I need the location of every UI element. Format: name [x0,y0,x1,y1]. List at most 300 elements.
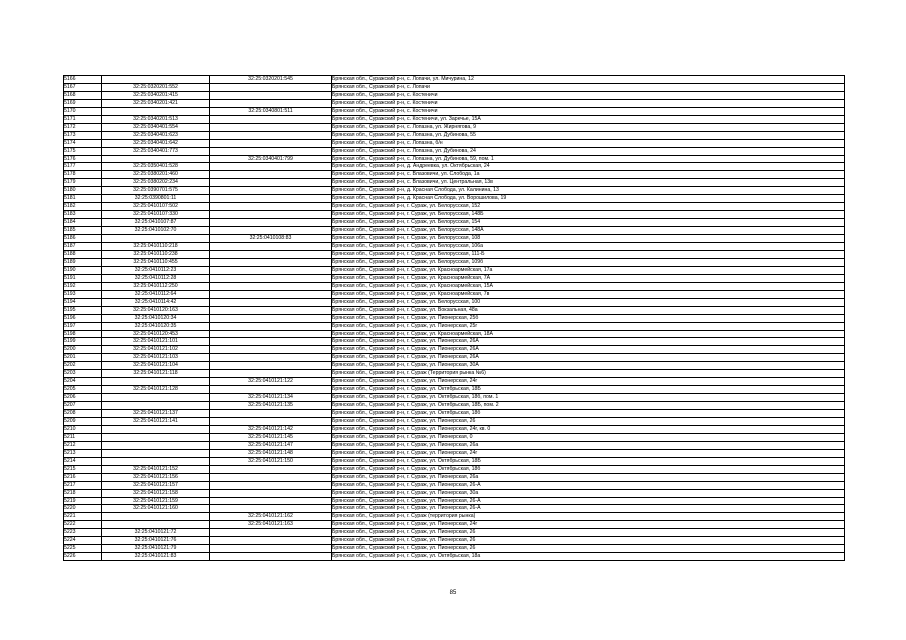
row-number-cell: 5170 [64,107,102,115]
address-cell: Брянская обл., Суражский р-н, г. Сураж, ул. Октябрьская, 18а [332,553,845,561]
address-cell: Брянская обл., Суражский р-н, г. Сураж, ул. Пионерская, 26 [332,529,845,537]
address-cell: Брянская обл., Суражский р-н, с. Костеничи [332,91,845,99]
related-cadastral-number-cell: 32:25:0410121:148 [210,449,332,457]
address-cell: Брянская обл., Суражский р-н, г. Сураж, ул. Пионерская, 25б [332,314,845,322]
table-row [64,553,845,561]
cadastral-number-cell: 32:25:0340401:623 [102,131,210,139]
cadastral-number-cell [102,107,210,115]
cadastral-number-cell: 32:25:0410121:141 [102,417,210,425]
cadastral-number-cell: 32:25:0410112:250 [102,282,210,290]
cadastral-number-cell [102,402,210,410]
related-cadastral-number-cell: 32:25:0410121:163 [210,521,332,529]
cadastral-number-cell [102,394,210,402]
table-row [64,195,845,203]
address-cell: Брянская обл., Суражский р-н, с. Лопазна, ул. Жирнягова, 9 [332,123,845,131]
related-cadastral-number-cell [210,243,332,251]
table-row [64,258,845,266]
table-row [64,83,845,91]
table-row [64,370,845,378]
related-cadastral-number-cell [210,497,332,505]
address-cell: Брянская обл., Суражский р-н, с. Лопачи [332,83,845,91]
table-row [64,425,845,433]
address-cell: Брянская обл., Суражский р-н, г. Сураж, ул. Октябрьская, 18Б, пом. 2 [332,402,845,410]
related-cadastral-number-cell [210,537,332,545]
cadastral-number-cell: 32:25:0410114:42 [102,298,210,306]
related-cadastral-number-cell [210,147,332,155]
address-cell: Брянская обл., Суражский р-н, г. Сураж, ул. Пионерская, 26а [332,441,845,449]
row-number-cell: 5176 [64,155,102,163]
cadastral-number-cell [102,235,210,243]
cadastral-number-cell [102,441,210,449]
address-cell: Брянская обл., Суражский р-н, с. Лопазна, ул. Дубинова, 59, пом. 1 [332,155,845,163]
table-row [64,76,845,84]
address-cell: Брянская обл., Суражский р-н, г. Сураж, ул. Пионерская, 26-А [332,497,845,505]
cadastral-number-cell: 32:25:0410121:102 [102,346,210,354]
related-cadastral-number-cell [210,179,332,187]
row-number-cell: 5194 [64,298,102,306]
address-cell: Брянская обл., Суражский р-н, г. Сураж, ул. Пионерская, 30а [332,489,845,497]
related-cadastral-number-cell [210,465,332,473]
row-number-cell: 5167 [64,83,102,91]
cadastral-number-cell: 32:25:0410112:23 [102,266,210,274]
cadastral-number-cell: 32:25:0410110:218 [102,243,210,251]
table-row [64,123,845,131]
table-row [64,394,845,402]
row-number-cell: 5177 [64,163,102,171]
table-row [64,139,845,147]
row-number-cell: 5218 [64,489,102,497]
address-cell: Брянская обл., Суражский р-н, г. Сураж, ул. Белорусская, 111-Б [332,250,845,258]
table-row [64,473,845,481]
related-cadastral-number-cell [210,290,332,298]
address-cell: Брянская обл., Суражский р-н, г. Сураж, ул. Красноармейская, 18А [332,330,845,338]
table-row [64,457,845,465]
cadastral-number-cell [102,425,210,433]
cadastral-number-cell: 32:25:0410120:453 [102,330,210,338]
row-number-cell: 5175 [64,147,102,155]
related-cadastral-number-cell [210,163,332,171]
row-number-cell: 5215 [64,465,102,473]
table-row [64,537,845,545]
row-number-cell: 5187 [64,243,102,251]
row-number-cell: 5169 [64,99,102,107]
row-number-cell: 5196 [64,314,102,322]
table-row [64,147,845,155]
row-number-cell: 5204 [64,378,102,386]
address-cell: Брянская обл., Суражский р-н, г. Сураж, ул. Пионерская, 26А [332,338,845,346]
registry-table-body [64,76,845,561]
table-row [64,521,845,529]
table-row [64,330,845,338]
address-cell: Брянская обл., Суражский р-н, г. Сураж, ул. Пионерская, 24г, кв. 0 [332,425,845,433]
row-number-cell: 5206 [64,394,102,402]
address-cell: Брянская обл., Суражский р-н, с. Костеничи, ул. Заречье, 15А [332,115,845,123]
related-cadastral-number-cell [210,322,332,330]
table-row [64,219,845,227]
related-cadastral-number-cell [210,417,332,425]
address-cell: Брянская обл., Суражский р-н, г. Сураж, ул. Пионерская, 25г [332,322,845,330]
address-cell: Брянская обл., Суражский р-н, г. Сураж, ул. Октябрьская, 18Б [332,457,845,465]
table-row [64,354,845,362]
table-row [64,250,845,258]
cadastral-number-cell [102,433,210,441]
row-number-cell: 5168 [64,91,102,99]
address-cell: Брянская обл., Суражский р-н, с. Влазовичи, ул. Центральная, 13в [332,179,845,187]
address-cell: Брянская обл., Суражский р-н, г. Сураж, ул. Белорусская, 109б [332,258,845,266]
cadastral-number-cell: 32:25:0410107:330 [102,211,210,219]
cadastral-number-cell: 32:25:0390801:11 [102,195,210,203]
address-cell: Брянская обл., Суражский р-н, г. Сураж, ул. Белорусская, 100 [332,298,845,306]
table-row [64,179,845,187]
table-row [64,545,845,553]
table-row [64,513,845,521]
row-number-cell: 5185 [64,227,102,235]
cadastral-number-cell: 32:25:0340201:415 [102,91,210,99]
row-number-cell: 5216 [64,473,102,481]
related-cadastral-number-cell: 32:25:0410121:142 [210,425,332,433]
related-cadastral-number-cell [210,115,332,123]
row-number-cell: 5225 [64,545,102,553]
cadastral-number-cell: 32:25:0410110:238 [102,250,210,258]
cadastral-number-cell: 32:25:0410110:455 [102,258,210,266]
page-number: 85 [449,590,457,596]
related-cadastral-number-cell [210,338,332,346]
address-cell: Брянская обл., Суражский р-н, г. Сураж, ул. Пионерская, 0 [332,433,845,441]
related-cadastral-number-cell [210,139,332,147]
related-cadastral-number-cell: 32:25:0340401:799 [210,155,332,163]
table-row [64,322,845,330]
cadastral-number-cell: 32:25:0410112:28 [102,274,210,282]
row-number-cell: 5184 [64,219,102,227]
related-cadastral-number-cell [210,362,332,370]
related-cadastral-number-cell [210,219,332,227]
row-number-cell: 5174 [64,139,102,147]
related-cadastral-number-cell [210,354,332,362]
related-cadastral-number-cell [210,187,332,195]
cadastral-number-cell: 32:25:0410121:76 [102,537,210,545]
row-number-cell: 5193 [64,290,102,298]
row-number-cell: 5190 [64,266,102,274]
table-row [64,274,845,282]
cadastral-number-cell: 32:25:0410121:152 [102,465,210,473]
related-cadastral-number-cell [210,258,332,266]
related-cadastral-number-cell: 32:25:0410121:135 [210,402,332,410]
cadastral-number-cell: 32:25:0380202:234 [102,179,210,187]
address-cell: Брянская обл., Суражский р-н, г. Сураж, ул. Красноармейская, 15А [332,282,845,290]
row-number-cell: 5172 [64,123,102,131]
cadastral-number-cell: 32:25:0410107:87 [102,219,210,227]
table-row [64,115,845,123]
table-row [64,410,845,418]
cadastral-number-cell: 32:25:0390701:575 [102,187,210,195]
table-row [64,91,845,99]
table-row [64,529,845,537]
row-number-cell: 5188 [64,250,102,258]
address-cell: Брянская обл., Суражский р-н, г. Сураж, ул. Пионерская, 26 [332,417,845,425]
address-cell: Брянская обл., Суражский р-н, г. Сураж, ул. Белорусская, 152 [332,203,845,211]
address-cell: Брянская обл., Суражский р-н, г. Сураж, ул. Пионерская, 26-А [332,505,845,513]
table-row [64,282,845,290]
address-cell: Брянская обл., Суражский р-н, г. Сураж, ул. Октябрьская, 18Б [332,386,845,394]
address-cell: Брянская обл., Суражский р-н, г. Сураж (территория рынка) [332,513,845,521]
cadastral-number-cell: 32:25:0350401:528 [102,163,210,171]
address-cell: Брянская обл., Суражский р-н, г. Сураж, ул. Пионерская, 26а [332,473,845,481]
table-row [64,465,845,473]
cadastral-number-cell [102,76,210,84]
related-cadastral-number-cell [210,250,332,258]
related-cadastral-number-cell [210,481,332,489]
table-row [64,433,845,441]
related-cadastral-number-cell [210,203,332,211]
cadastral-number-cell [102,521,210,529]
row-number-cell: 5173 [64,131,102,139]
related-cadastral-number-cell [210,489,332,497]
row-number-cell: 5178 [64,171,102,179]
row-number-cell: 5181 [64,195,102,203]
table-row [64,417,845,425]
table-row [64,449,845,457]
row-number-cell: 5201 [64,354,102,362]
row-number-cell: 5195 [64,306,102,314]
cadastral-number-cell: 32:25:0410121:72 [102,529,210,537]
address-cell: Брянская обл., Суражский р-н, д. Андреевка, ул. Октябрьская, 24 [332,163,845,171]
row-number-cell: 5189 [64,258,102,266]
related-cadastral-number-cell: 32:25:0410121:147 [210,441,332,449]
related-cadastral-number-cell [210,91,332,99]
row-number-cell: 5171 [64,115,102,123]
table-row [64,402,845,410]
address-cell: Брянская обл., Суражский р-н, г. Сураж, ул. Белорусская, 154 [332,219,845,227]
related-cadastral-number-cell [210,83,332,91]
related-cadastral-number-cell [210,553,332,561]
registry-table [63,75,845,561]
table-row [64,243,845,251]
related-cadastral-number-cell: 32:25:0410121:122 [210,378,332,386]
cadastral-number-cell [102,457,210,465]
row-number-cell: 5211 [64,433,102,441]
table-row [64,227,845,235]
table-row [64,266,845,274]
cadastral-number-cell [102,449,210,457]
row-number-cell: 5192 [64,282,102,290]
cadastral-number-cell: 32:25:0410121:156 [102,473,210,481]
address-cell: Брянская обл., Суражский р-н, с. Лопачи, ул. Мичурина, 12 [332,76,845,84]
row-number-cell: 5199 [64,338,102,346]
address-cell: Брянская обл., Суражский р-н, с. Лопазна, ул. Дубинова, 24 [332,147,845,155]
address-cell: Брянская обл., Суражский р-н, г. Сураж, ул. Красноармейская, 17а [332,266,845,274]
row-number-cell: 5226 [64,553,102,561]
row-number-cell: 5186 [64,235,102,243]
related-cadastral-number-cell [210,211,332,219]
related-cadastral-number-cell: 32:25:0410121:162 [210,513,332,521]
row-number-cell: 5203 [64,370,102,378]
row-number-cell: 5179 [64,179,102,187]
table-row [64,505,845,513]
cadastral-number-cell: 32:25:0340401:642 [102,139,210,147]
row-number-cell: 5202 [64,362,102,370]
table-row [64,163,845,171]
related-cadastral-number-cell [210,131,332,139]
cadastral-number-cell: 32:25:0410121:103 [102,354,210,362]
table-row [64,338,845,346]
related-cadastral-number-cell [210,195,332,203]
related-cadastral-number-cell [210,123,332,131]
cadastral-number-cell: 32:25:0380201:460 [102,171,210,179]
related-cadastral-number-cell [210,346,332,354]
address-cell: Брянская обл., Суражский р-н, г. Сураж, ул. Октябрьская, 18б [332,465,845,473]
address-cell: Брянская обл., Суражский р-н, г. Сураж, ул. Пионерская, 24г [332,449,845,457]
related-cadastral-number-cell [210,410,332,418]
row-number-cell: 5209 [64,417,102,425]
address-cell: Брянская обл., Суражский р-н, г. Сураж, ул. Белорусская, 148Б [332,211,845,219]
related-cadastral-number-cell: 32:25:0410108:83 [210,235,332,243]
related-cadastral-number-cell [210,386,332,394]
address-cell: Брянская обл., Суражский р-н, г. Сураж, ул. Красноармейская, 7А [332,274,845,282]
cadastral-number-cell: 32:25:0410102:70 [102,227,210,235]
row-number-cell: 5180 [64,187,102,195]
table-row [64,107,845,115]
table-row [64,386,845,394]
related-cadastral-number-cell [210,99,332,107]
cadastral-number-cell: 32:25:0410121:79 [102,545,210,553]
related-cadastral-number-cell: 32:25:0410121:145 [210,433,332,441]
table-row [64,235,845,243]
address-cell: Брянская обл., Суражский р-н, г. Сураж, ул. Пионерская, 26А [332,346,845,354]
address-cell: Брянская обл., Суражский р-н, г. Сураж (Территория рынка №6) [332,370,845,378]
related-cadastral-number-cell: 32:25:0340801:511 [210,107,332,115]
related-cadastral-number-cell [210,266,332,274]
table-row [64,346,845,354]
table-row [64,99,845,107]
table-row [64,306,845,314]
address-cell: Брянская обл., Суражский р-н, г. Сураж, ул. Октябрьская, 18б [332,410,845,418]
cadastral-number-cell: 32:25:0340401:773 [102,147,210,155]
row-number-cell: 5182 [64,203,102,211]
cadastral-number-cell: 32:25:0410120:35 [102,322,210,330]
cadastral-number-cell: 32:25:0410121:137 [102,410,210,418]
address-cell: Брянская обл., Суражский р-н, г. Сураж, ул. Белорусская, 106а [332,243,845,251]
address-cell: Брянская обл., Суражский р-н, г. Сураж, ул. Пионерская, 26 [332,537,845,545]
address-cell: Брянская обл., Суражский р-н, с. Влазовичи, ул. Слобода, 1а [332,171,845,179]
table-row [64,481,845,489]
row-number-cell: 5223 [64,529,102,537]
address-cell: Брянская обл., Суражский р-н, с. Лопазна, б/н [332,139,845,147]
table-row [64,497,845,505]
address-cell: Брянская обл., Суражский р-н, г. Сураж, ул. Пионерская, 30А [332,362,845,370]
cadastral-number-cell [102,513,210,521]
cadastral-number-cell: 32:25:0410121:101 [102,338,210,346]
cadastral-number-cell: 32:25:0410107:502 [102,203,210,211]
row-number-cell: 5214 [64,457,102,465]
address-cell: Брянская обл., Суражский р-н, д. Красная Слобода, ул. Калинина, 13 [332,187,845,195]
related-cadastral-number-cell [210,545,332,553]
cadastral-number-cell: 32:25:0340401:554 [102,123,210,131]
cadastral-number-cell: 32:25:0340201:421 [102,99,210,107]
address-cell: Брянская обл., Суражский р-н, г. Сураж, ул. Красноармейская, 7в [332,290,845,298]
row-number-cell: 5205 [64,386,102,394]
row-number-cell: 5220 [64,505,102,513]
address-cell: Брянская обл., Суражский р-н, с. Костеничи [332,107,845,115]
cadastral-number-cell: 32:25:0410121:157 [102,481,210,489]
related-cadastral-number-cell: 32:25:0410121:150 [210,457,332,465]
cadastral-number-cell: 32:25:0410121:128 [102,386,210,394]
cadastral-number-cell: 32:25:0410121:158 [102,489,210,497]
row-number-cell: 5166 [64,76,102,84]
table-row [64,203,845,211]
row-number-cell: 5200 [64,346,102,354]
row-number-cell: 5191 [64,274,102,282]
row-number-cell: 5212 [64,441,102,449]
row-number-cell: 5183 [64,211,102,219]
related-cadastral-number-cell: 32:25:0320201:545 [210,76,332,84]
table-row [64,211,845,219]
row-number-cell: 5210 [64,425,102,433]
row-number-cell: 5221 [64,513,102,521]
row-number-cell: 5219 [64,497,102,505]
cadastral-number-cell: 32:25:0410121:83 [102,553,210,561]
cadastral-number-cell: 32:25:0410121:160 [102,505,210,513]
cadastral-number-cell: 32:25:0340201:513 [102,115,210,123]
address-cell: Брянская обл., Суражский р-н, с. Лопазна, ул. Дубинова, 55 [332,131,845,139]
related-cadastral-number-cell [210,306,332,314]
address-cell: Брянская обл., Суражский р-н, д. Красная Слобода, ул. Ворошилова, 19 [332,195,845,203]
cadastral-number-cell: 32:25:0410120:34 [102,314,210,322]
related-cadastral-number-cell [210,330,332,338]
related-cadastral-number-cell [210,282,332,290]
cadastral-number-cell: 32:25:0410112:64 [102,290,210,298]
related-cadastral-number-cell [210,171,332,179]
table-row [64,489,845,497]
address-cell: Брянская обл., Суражский р-н, г. Сураж, ул. Пионерская, 26А [332,354,845,362]
address-cell: Брянская обл., Суражский р-н, с. Костеничи [332,99,845,107]
address-cell: Брянская обл., Суражский р-н, г. Сураж, ул. Пионерская, 26 [332,545,845,553]
row-number-cell: 5207 [64,402,102,410]
related-cadastral-number-cell [210,227,332,235]
cadastral-number-cell: 32:25:0320201:552 [102,83,210,91]
address-cell: Брянская обл., Суражский р-н, г. Сураж, ул. Вокзальная, 48а [332,306,845,314]
row-number-cell: 5222 [64,521,102,529]
address-cell: Брянская обл., Суражский р-н, г. Сураж, ул. Пионерская, 26-А [332,481,845,489]
row-number-cell: 5217 [64,481,102,489]
cadastral-number-cell: 32:25:0410121:104 [102,362,210,370]
address-cell: Брянская обл., Суражский р-н, г. Сураж, ул. Октябрьская, 18б, пом. 1 [332,394,845,402]
row-number-cell: 5224 [64,537,102,545]
cadastral-number-cell [102,378,210,386]
row-number-cell: 5208 [64,410,102,418]
related-cadastral-number-cell: 32:25:0410121:134 [210,394,332,402]
row-number-cell: 5197 [64,322,102,330]
related-cadastral-number-cell [210,314,332,322]
row-number-cell: 5198 [64,330,102,338]
address-cell: Брянская обл., Суражский р-н, г. Сураж, ул. Белорусская, 148А [332,227,845,235]
related-cadastral-number-cell [210,529,332,537]
cadastral-number-cell: 32:25:0410121:159 [102,497,210,505]
table-row [64,187,845,195]
table-row [64,298,845,306]
table-row [64,131,845,139]
address-cell: Брянская обл., Суражский р-н, г. Сураж, ул. Пионерская, 24г [332,521,845,529]
table-row [64,155,845,163]
table-row [64,290,845,298]
related-cadastral-number-cell [210,274,332,282]
table-row [64,171,845,179]
table-row [64,362,845,370]
table-row [64,378,845,386]
row-number-cell: 5213 [64,449,102,457]
table-row [64,314,845,322]
related-cadastral-number-cell [210,298,332,306]
table-row [64,441,845,449]
